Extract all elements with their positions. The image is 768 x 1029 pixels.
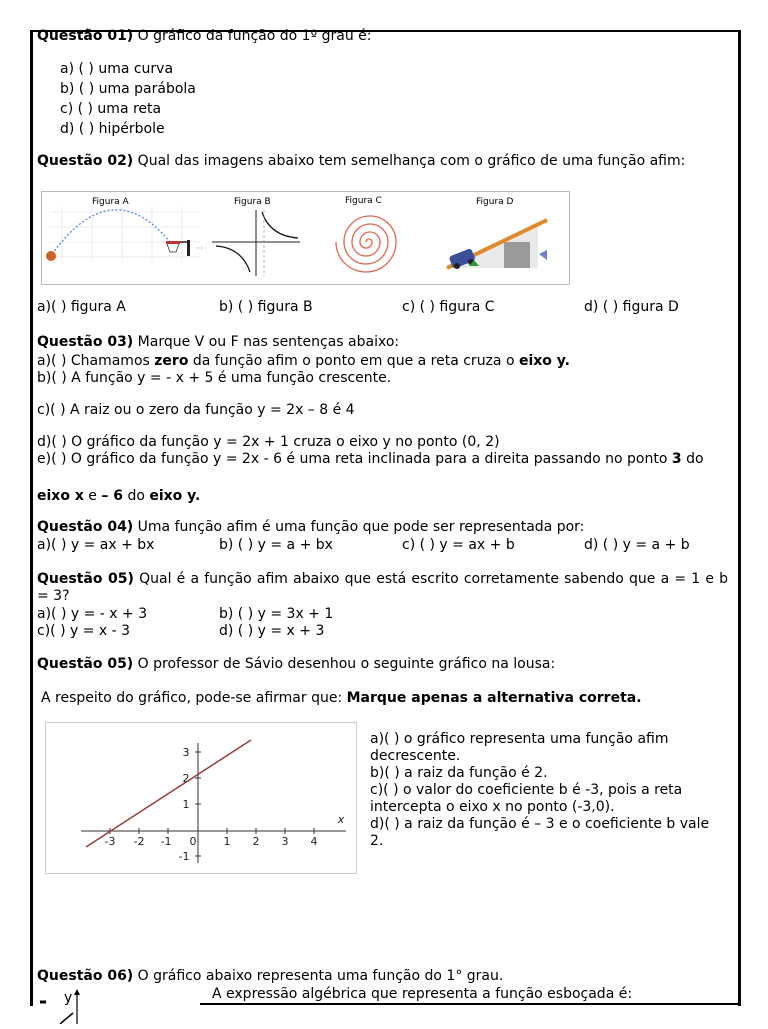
question-6-subtext: A expressão algébrica que representa a função esboçada é: [212, 986, 633, 1002]
figure-c-label: Figura C [345, 196, 382, 206]
q4-option-a[interactable]: a)( ) y = ax + bx [37, 537, 155, 553]
question-5a [37, 571, 728, 605]
question-1 [37, 28, 728, 45]
x-tick-neg2: -2 [133, 835, 145, 848]
x-tick-1: 1 [223, 835, 231, 848]
q4-option-b[interactable]: b) ( ) y = a + bx [219, 537, 333, 553]
question-2-text: Qual das imagens abaixo tem semelhança com o gráfico de uma função afim: [137, 153, 686, 169]
q4-option-d[interactable]: d) ( ) y = a + b [584, 537, 690, 553]
q5a-option-d[interactable]: d) ( ) y = x + 3 [219, 623, 325, 639]
x-tick-neg3: -3 [104, 835, 116, 848]
y-tick-neg1: -1 [178, 850, 190, 863]
q5b-intro-bold: Marque apenas a alternativa correta. [346, 690, 642, 706]
q3-e-text-do: do [123, 488, 150, 504]
q1-option-b[interactable]: b) ( ) uma parábola [60, 81, 196, 97]
question-6-title: Questão 06) [37, 968, 134, 984]
q3-statement-b[interactable]: b)( ) A função y = - x + 5 é uma função crescente. [37, 370, 392, 386]
q5b-intro-text: A respeito do gráfico, pode-se afirmar que: [41, 690, 347, 706]
q1-option-d[interactable]: d) ( ) hipérbole [60, 121, 165, 137]
q4-option-c[interactable]: c) ( ) y = ax + b [402, 537, 515, 553]
q2-option-d[interactable]: d) ( ) figura D [584, 299, 679, 315]
q5b-option-a[interactable]: a)( ) o gráfico representa uma função afim decrescente. [370, 731, 669, 764]
question-6-text: O gráfico abaixo representa uma função do 1° grau. [137, 968, 504, 984]
figure-b-label: Figura B [234, 197, 271, 207]
x-axis-label: x [337, 813, 345, 826]
figure-d-label: Figura D [476, 197, 514, 207]
q3-a-text: a)( ) Chamamos [37, 353, 155, 369]
q6-graph-svg [40, 985, 90, 1024]
figure-a [46, 197, 206, 262]
q3-e-bold-eixo-y: eixo y. [149, 488, 201, 504]
q1-option-a[interactable]: a) ( ) uma curva [60, 61, 174, 77]
figure-d [447, 197, 547, 269]
question-4-text: Uma função afim é uma função que pode ser representada por: [137, 519, 585, 535]
question-4-title: Questão 04) [37, 519, 134, 535]
q2-option-c[interactable]: c) ( ) figura C [402, 299, 495, 315]
q6-graph-fragment [40, 985, 90, 1024]
question-3-text: Marque V ou F nas sentenças abaixo: [137, 334, 400, 350]
question-4 [37, 519, 728, 536]
q5a-option-b[interactable]: b) ( ) y = 3x + 1 [219, 606, 334, 622]
q5b-intro [41, 690, 642, 707]
y-tick-1: 1 [182, 798, 190, 811]
figure-a-label: Figura A [92, 197, 129, 207]
question-1-title: Questão 01) [37, 28, 134, 44]
bottom-border [200, 1003, 738, 1005]
q3-e-text-mid: do [681, 451, 704, 467]
x-tick-3: 3 [281, 835, 289, 848]
x-tick-2: 2 [252, 835, 260, 848]
question-2-title: Questão 02) [37, 153, 134, 169]
question-5b [37, 656, 728, 673]
y-tick-3: 3 [182, 746, 190, 759]
q3-e-bold-minus6: – 6 [101, 488, 123, 504]
figure-c [336, 196, 396, 272]
q5a-option-c[interactable]: c)( ) y = x - 3 [37, 623, 131, 639]
q3-a-bold-axis: eixo y. [518, 353, 570, 369]
q3-e-bold-eixo-x: eixo x [37, 488, 84, 504]
question-2 [37, 153, 728, 170]
q3-statement-e[interactable] [37, 451, 728, 468]
q3-e-text: e)( ) O gráfico da função y = 2x - 6 é uma reta inclinada para a direita passando no ponto [37, 451, 672, 467]
question-5b-text: O professor de Sávio desenhou o seguinte gráfico na lousa: [137, 656, 556, 672]
q3-statement-d[interactable]: d)( ) O gráfico da função y = 2x + 1 cruza o eixo y no ponto (0, 2) [37, 434, 500, 450]
figures-svg [42, 192, 569, 284]
question-5b-title: Questão 05) [37, 656, 134, 672]
q2-option-a[interactable]: a)( ) figura A [37, 299, 126, 315]
q2-option-b[interactable]: b) ( ) figura B [219, 299, 313, 315]
q5b-option-c[interactable]: c)( ) o valor do coeficiente b é -3, pois a reta intercepta o eixo x no ponto (-3,0). [370, 782, 683, 815]
question-3-title: Questão 03) [37, 334, 134, 350]
question-3 [37, 334, 728, 351]
line-graph [45, 722, 357, 874]
figures-panel [41, 191, 570, 285]
q5b-option-b[interactable]: b)( ) a raiz da função é 2. [370, 765, 548, 781]
question-5a-title: Questão 05) [37, 571, 134, 587]
x-tick-0: 0 [189, 835, 197, 848]
q3-e-bold-3: 3 [671, 451, 682, 467]
x-tick-neg1: -1 [160, 835, 172, 848]
q5a-option-a[interactable]: a)( ) y = - x + 3 [37, 606, 148, 622]
q3-statement-c[interactable]: c)( ) A raiz ou o zero da função y = 2x – 8 é 4 [37, 402, 355, 418]
y-tick-2: 2 [182, 772, 190, 785]
q3-e-text-e: e [83, 488, 102, 504]
q6-y-axis-label: y [64, 990, 73, 1006]
q5b-option-d[interactable]: d)( ) a raiz da função é – 3 e o coeficiente b vale 2. [370, 816, 710, 849]
q3-a-text-mid: da função afim o ponto em que a reta cruza o [188, 353, 519, 369]
question-1-text: O gráfico da função do 1º grau é: [137, 28, 372, 44]
line-graph-svg [46, 723, 356, 873]
x-tick-4: 4 [310, 835, 318, 848]
question-5a-text: Qual é a função afim abaixo que está escrito corretamente sabendo que a = 1 e b = 3? [37, 571, 728, 604]
q3-statement-a[interactable] [37, 353, 728, 370]
figure-b [210, 197, 305, 280]
q3-a-bold-zero: zero [154, 353, 189, 369]
q1-option-c[interactable]: c) ( ) uma reta [60, 101, 162, 117]
q3-statement-e-cont [37, 488, 728, 505]
question-6 [37, 968, 728, 985]
